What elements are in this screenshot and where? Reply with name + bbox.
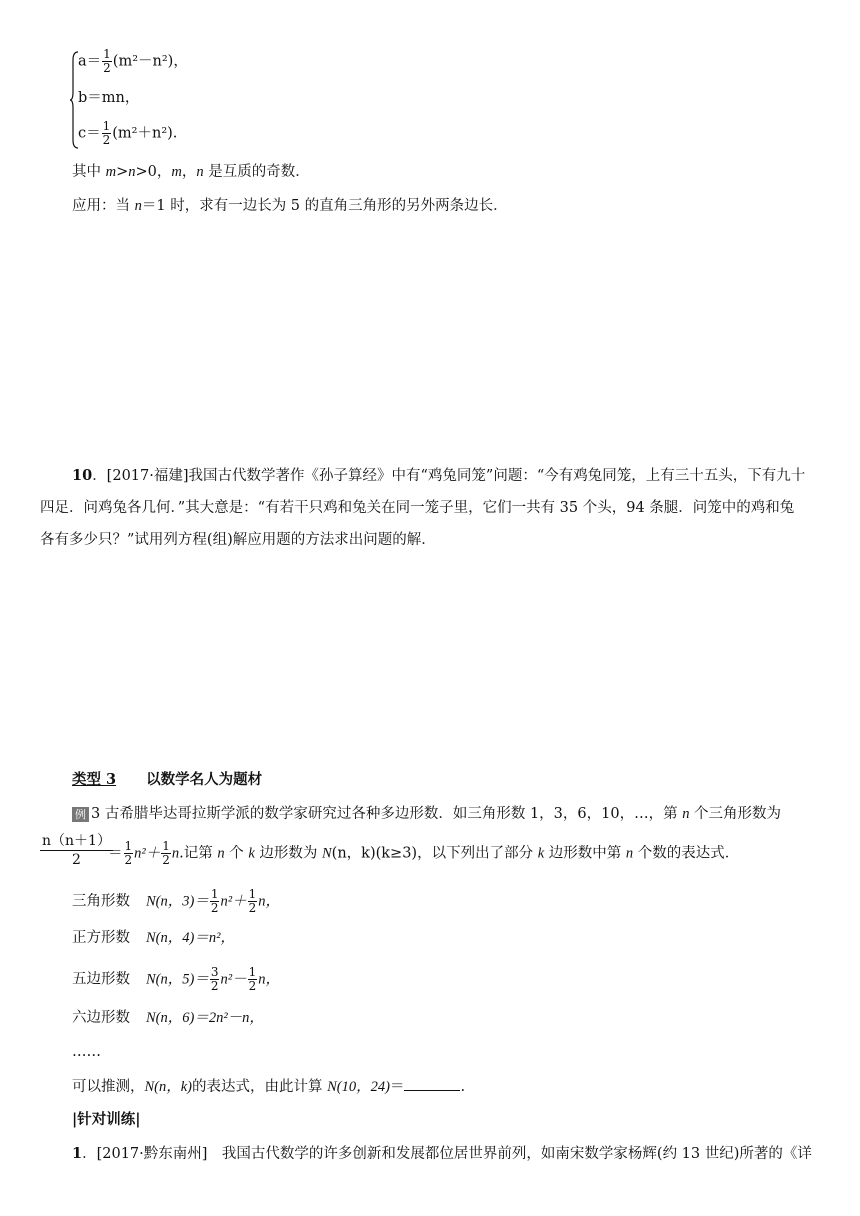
question-10-line-3: 各有多少只？”试用列方程(组)解应用题的方法求出问题的解． xyxy=(40,532,436,548)
formula-pentagon: 五边形数 N(n，5)＝ $\frac{3}{2}$ n²－ $\frac{1}{2}$ n， xyxy=(72,965,280,993)
formula-square: 正方形数 N(n，4)＝n²， xyxy=(72,930,235,946)
example-3-line-1: 例 3 古希腊毕达哥拉斯学派的数学家研究过各种多边形数．如三角形数 1，3，6，10，…，第 n 个三角形数为 xyxy=(72,804,781,824)
formula-triangle: 三角形数 N(n，3)＝ $\frac{1}{2}$ n²＋ $\frac{1}{2}$ n， xyxy=(72,887,280,915)
condition-text: 其中 m>n>0，m，n 是互质的奇数． xyxy=(72,164,310,180)
triangle-number-fraction: $\frac{n(n+1)}{2}$ xyxy=(42,833,111,868)
conclusion-text: 可以推测，N(n，k)的表达式，由此计算 N(10，24)＝ . xyxy=(72,1076,465,1097)
section-header-type-3: 类型 3 以数学名人为题材 xyxy=(72,771,263,788)
fraction-half: $\frac{1}{2}$ xyxy=(162,839,170,867)
question-10-line-1: 10．[2017·福建]我国古代数学著作《孙子算经》中有“鸡兔同笼”问题：“今有鸡兔同笼，上有三十五头，下有九十 xyxy=(72,467,806,484)
formula-hexagon: 六边形数 N(n，6)＝2n²－n， xyxy=(72,1010,264,1026)
application-text: 应用：当 n＝1 时，求有一边长为 5 的直角三角形的另外两条边长． xyxy=(72,198,508,214)
answer-blank[interactable] xyxy=(404,1076,460,1091)
fraction-half: $\frac{1}{2}$ xyxy=(102,119,111,147)
ellipsis: …… xyxy=(72,1044,101,1060)
equation-c: c＝ $\frac{1}{2}$ (m²＋n²). xyxy=(78,119,178,147)
practice-header: |针对训练| xyxy=(72,1111,141,1128)
equation-a: a＝ $\frac{1}{2}$ (m²－n²)， xyxy=(78,47,188,75)
fraction-half: $\frac{1}{2}$ xyxy=(124,839,133,867)
question-1-text: 1．[2017·黔东南州] 我国古代数学的许多创新和发展都位居世界前列，如南宋数学家杨辉(约 13 世纪)所著的《详 xyxy=(72,1145,812,1162)
example-badge-icon: 例 xyxy=(72,807,89,822)
fraction-half: $\frac{1}{2}$ xyxy=(103,47,111,75)
question-10-line-2: 四足．问鸡兔各几何．”其大意是：“有若干只鸡和兔关在同一笼子里，它们一共有 35 个头，94 条腿．问笼中的鸡和兔 xyxy=(40,500,795,516)
example-3-line-2: ＝ $\frac{1}{2}$ n²＋ $\frac{1}{2}$ n.记第 n 个 k 边形数为 N(n，k)(k≥3)，以下列出了部分 k 边形数中第 n 个数的表达式． xyxy=(108,839,740,867)
equation-b: b＝mn， xyxy=(78,90,140,106)
